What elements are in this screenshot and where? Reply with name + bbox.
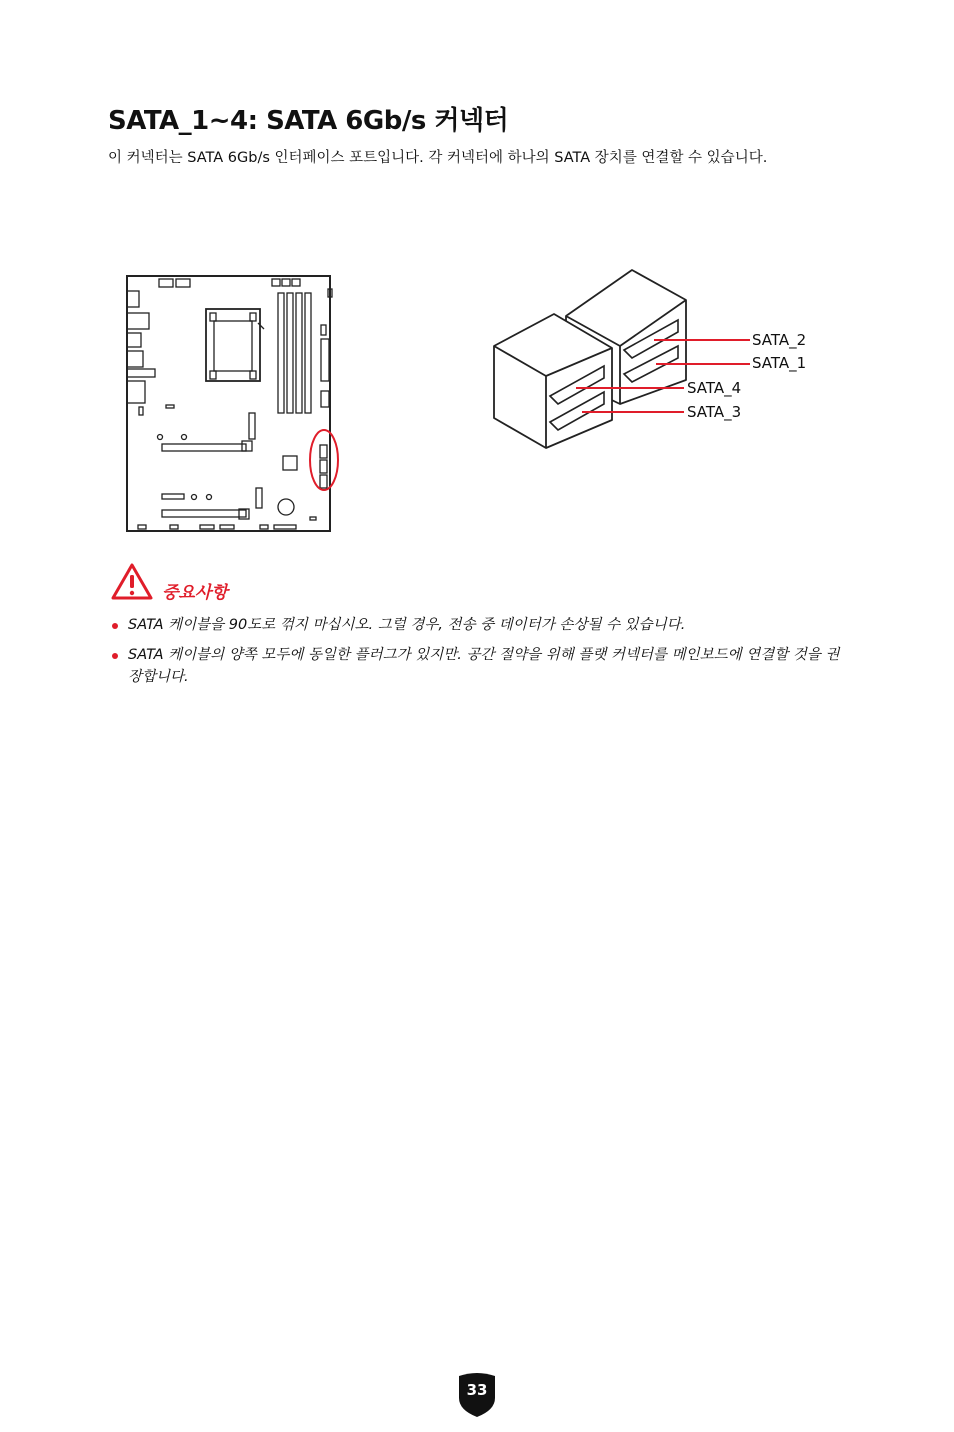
bullet-icon — [112, 653, 118, 659]
label-sata-2: SATA_2 — [752, 331, 807, 349]
bullet-icon — [112, 623, 118, 629]
motherboard-diagram — [124, 273, 340, 535]
intro-paragraph: 이 커넥터는 SATA 6Gb/s 인터페이스 포트입니다. 각 커넥터에 하나의 SATA 장치를 연결할 수 있습니다. — [108, 150, 768, 166]
page-number: 33 — [466, 1381, 488, 1399]
label-sata-3: SATA_3 — [687, 403, 742, 421]
notice-item: SATA 케이블을 90도로 꺾지 마십시오. 그럴 경우, 전송 중 데이터가 손상될 수 있습니다. — [110, 614, 840, 636]
warning-icon — [110, 562, 154, 602]
notice-list — [110, 614, 840, 696]
notice-item: SATA 케이블의 양쪽 모두에 동일한 플러그가 있지만. 공간 절약을 위해 플랫 커넥터를 메인보드에 연결할 것을 권장합니다. — [110, 644, 840, 688]
label-sata-1: SATA_1 — [752, 354, 807, 372]
page-heading: SATA_1~4: SATA 6Gb/s 커넥터 — [108, 106, 509, 136]
notice-title: 중요사항 — [162, 583, 228, 603]
label-sata-4: SATA_4 — [687, 379, 742, 397]
